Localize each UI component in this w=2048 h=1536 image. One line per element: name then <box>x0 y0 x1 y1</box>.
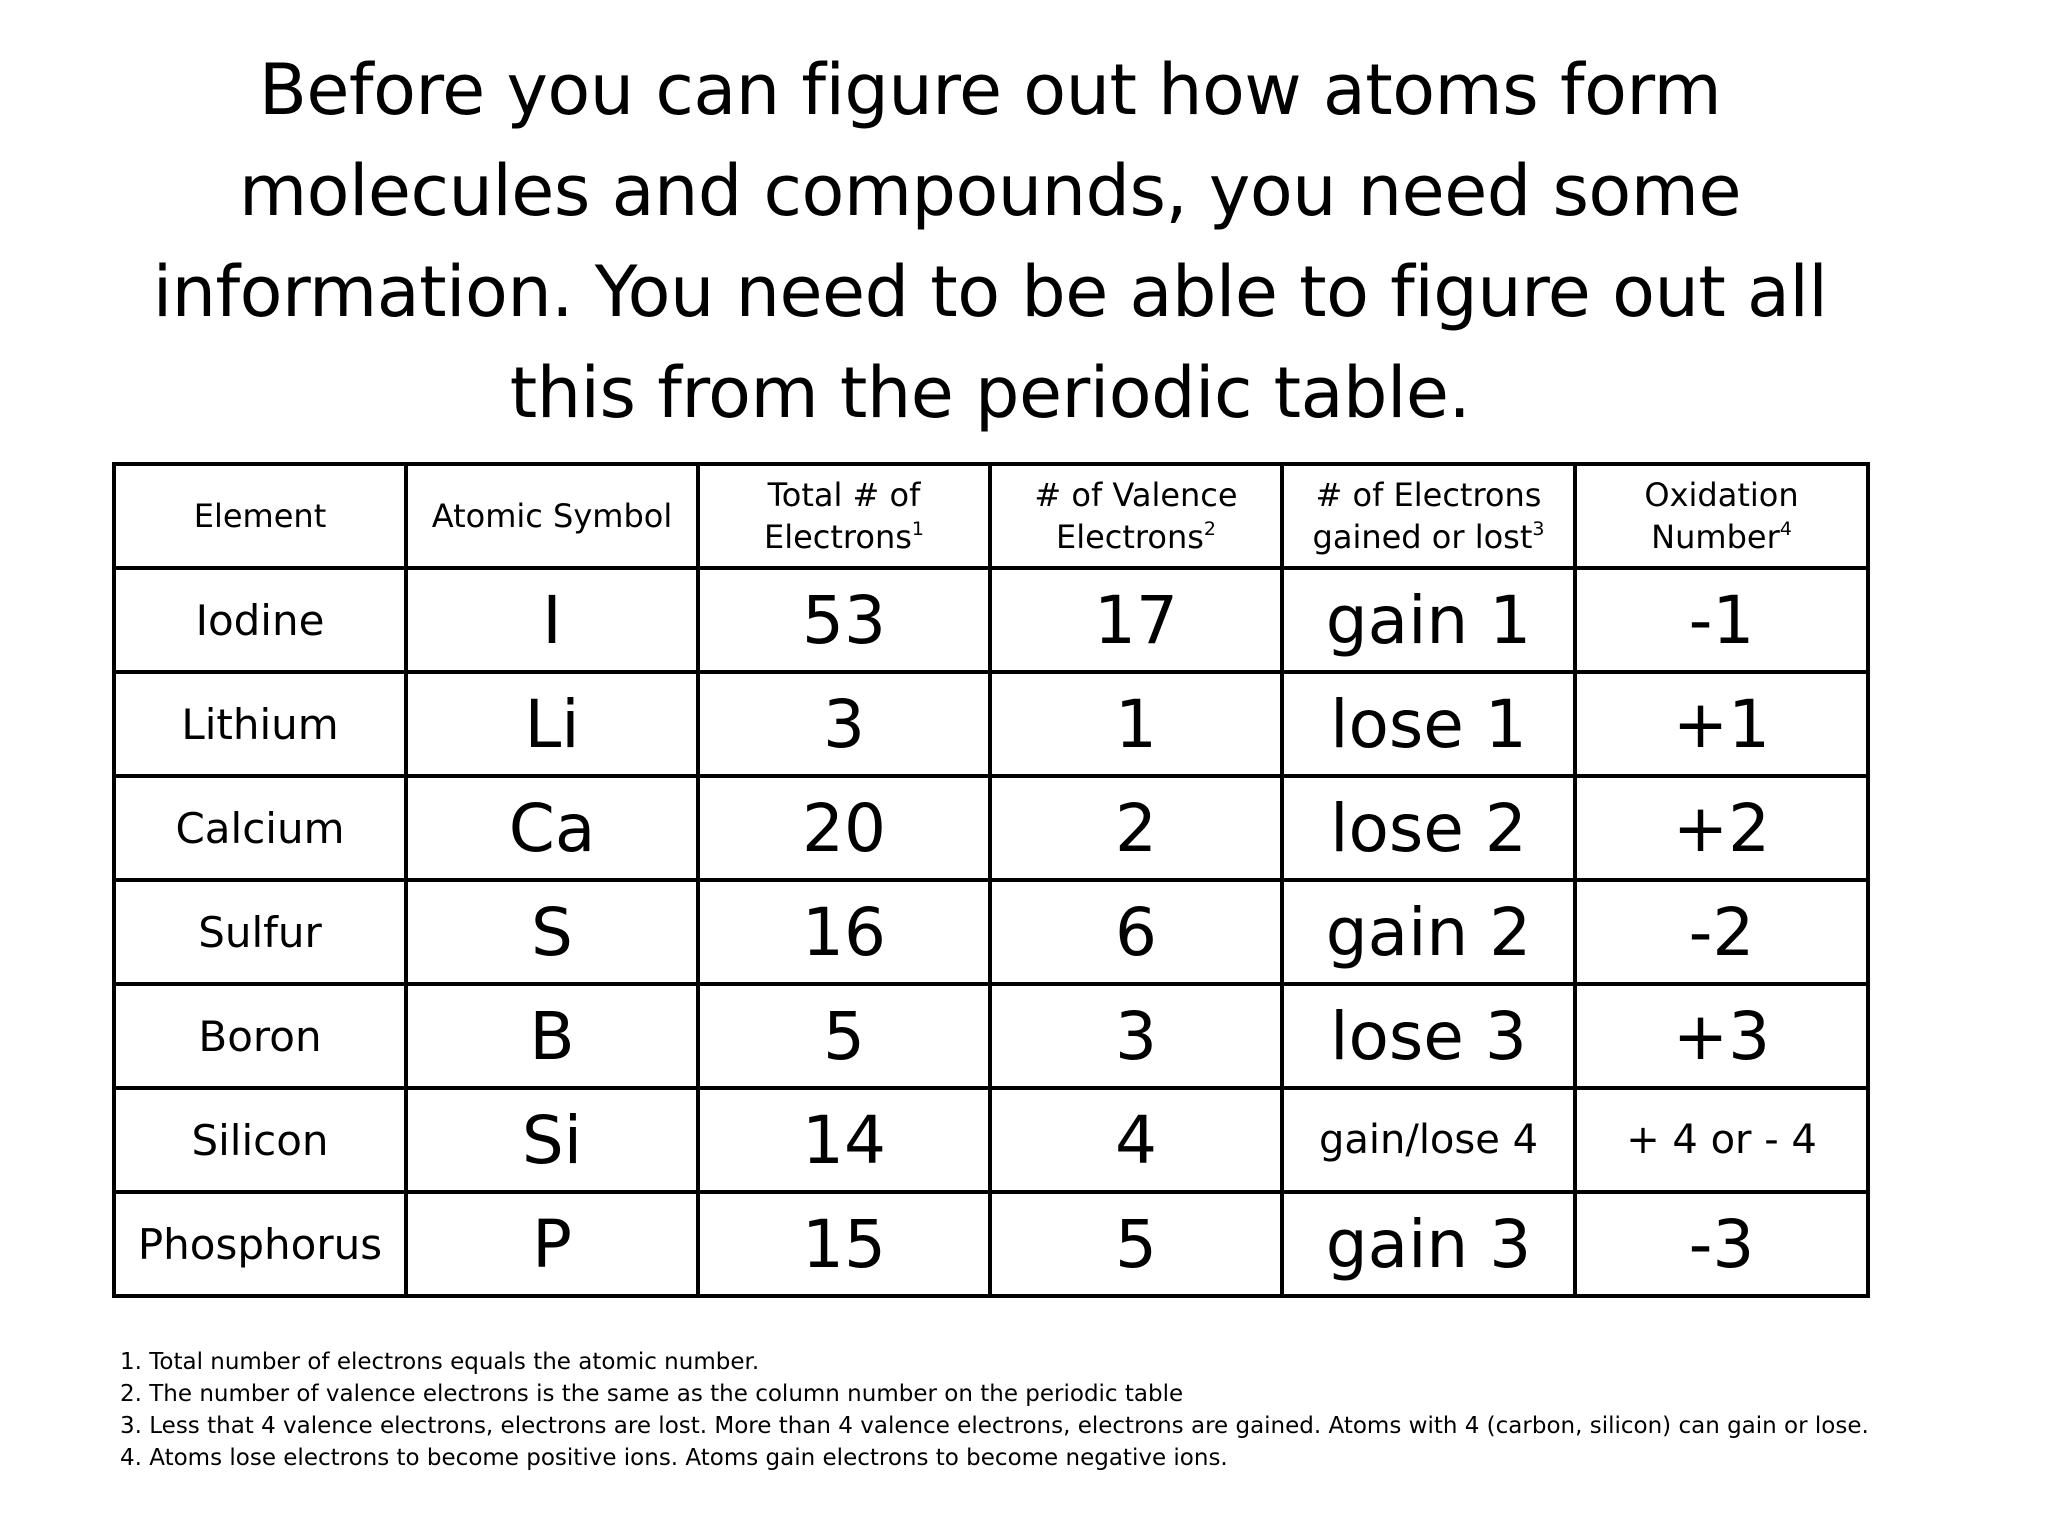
cell-element: Sulfur <box>114 880 406 984</box>
table-header-row <box>114 464 1868 568</box>
footnote: 4. Atoms lose electrons to become positive ions. Atoms gain electrons to become negative ions. <box>120 1445 1228 1471</box>
cell-symbol: I <box>406 568 698 672</box>
table-row <box>114 672 1868 776</box>
header-oxidation-number: Oxidation Number$^4$ <box>1575 464 1868 568</box>
header-valence-electrons: # of Valence Electrons$^2$ <box>990 464 1282 568</box>
cell-element: Boron <box>114 984 406 1088</box>
cell-valence-electrons: 17 <box>990 568 1282 672</box>
cell-oxidation: +3 <box>1575 984 1868 1088</box>
title-line: Before you can figure out how atoms form <box>258 49 1722 131</box>
cell-gain-lose: lose 3 <box>1282 984 1575 1088</box>
footnote-ref: 3 <box>1532 518 1545 540</box>
cell-symbol: S <box>406 880 698 984</box>
table-row <box>114 1192 1868 1296</box>
cell-valence-electrons: 4 <box>990 1088 1282 1192</box>
cell-oxidation: +2 <box>1575 776 1868 880</box>
cell-symbol: Ca <box>406 776 698 880</box>
cell-total-electrons: 16 <box>698 880 990 984</box>
footnote: 2. The number of valence electrons is the same as the column number on the periodic table <box>120 1381 1184 1407</box>
footnotes <box>120 1346 1880 1474</box>
cell-gain-lose: gain/lose 4 <box>1282 1088 1575 1192</box>
slide-title <box>100 40 1880 444</box>
cell-valence-electrons: 2 <box>990 776 1282 880</box>
cell-gain-lose: gain 1 <box>1282 568 1575 672</box>
cell-symbol: P <box>406 1192 698 1296</box>
cell-gain-lose: lose 2 <box>1282 776 1575 880</box>
cell-total-electrons: 5 <box>698 984 990 1088</box>
cell-oxidation: -3 <box>1575 1192 1868 1296</box>
cell-element: Phosphorus <box>114 1192 406 1296</box>
cell-symbol: Li <box>406 672 698 776</box>
cell-element: Lithium <box>114 672 406 776</box>
footnote-ref: 2 <box>1203 518 1216 540</box>
cell-oxidation: -2 <box>1575 880 1868 984</box>
cell-valence-electrons: 6 <box>990 880 1282 984</box>
cell-valence-electrons: 1 <box>990 672 1282 776</box>
cell-symbol: B <box>406 984 698 1088</box>
cell-valence-electrons: 5 <box>990 1192 1282 1296</box>
table-row <box>114 984 1868 1088</box>
cell-total-electrons: 3 <box>698 672 990 776</box>
header-total-electrons: Total # of Electrons$^1$ <box>698 464 990 568</box>
cell-element: Iodine <box>114 568 406 672</box>
title-line: this from the periodic table. <box>509 352 1471 434</box>
table-row <box>114 1088 1868 1192</box>
cell-total-electrons: 15 <box>698 1192 990 1296</box>
cell-element: Calcium <box>114 776 406 880</box>
footnote: 3. Less that 4 valence electrons, electrons are lost. More than 4 valence electrons, electrons are gained. Atoms with 4 (carbon, silicon) can gain or lose. <box>120 1413 1869 1439</box>
footnote-ref: 1 <box>911 518 924 540</box>
table-row <box>114 880 1868 984</box>
element-table <box>112 462 1870 1298</box>
table-row <box>114 568 1868 672</box>
footnote: 1. Total number of electrons equals the atomic number. <box>120 1349 760 1375</box>
cell-gain-lose: gain 2 <box>1282 880 1575 984</box>
header-atomic-symbol: Atomic Symbol <box>406 464 698 568</box>
table-row <box>114 776 1868 880</box>
cell-oxidation: -1 <box>1575 568 1868 672</box>
header-element: Element <box>114 464 406 568</box>
cell-total-electrons: 53 <box>698 568 990 672</box>
cell-valence-electrons: 3 <box>990 984 1282 1088</box>
footnote-ref: 4 <box>1779 518 1792 540</box>
title-line: information. You need to be able to figure out all <box>152 251 1828 333</box>
cell-oxidation: +1 <box>1575 672 1868 776</box>
cell-gain-lose: gain 3 <box>1282 1192 1575 1296</box>
cell-gain-lose: lose 1 <box>1282 672 1575 776</box>
cell-symbol: Si <box>406 1088 698 1192</box>
title-line: molecules and compounds, you need some <box>238 150 1742 232</box>
cell-oxidation: + 4 or - 4 <box>1575 1088 1868 1192</box>
cell-element: Silicon <box>114 1088 406 1192</box>
cell-total-electrons: 20 <box>698 776 990 880</box>
header-electrons-gained-lost: # of Electrons gained or lost$^3$ <box>1282 464 1575 568</box>
cell-total-electrons: 14 <box>698 1088 990 1192</box>
